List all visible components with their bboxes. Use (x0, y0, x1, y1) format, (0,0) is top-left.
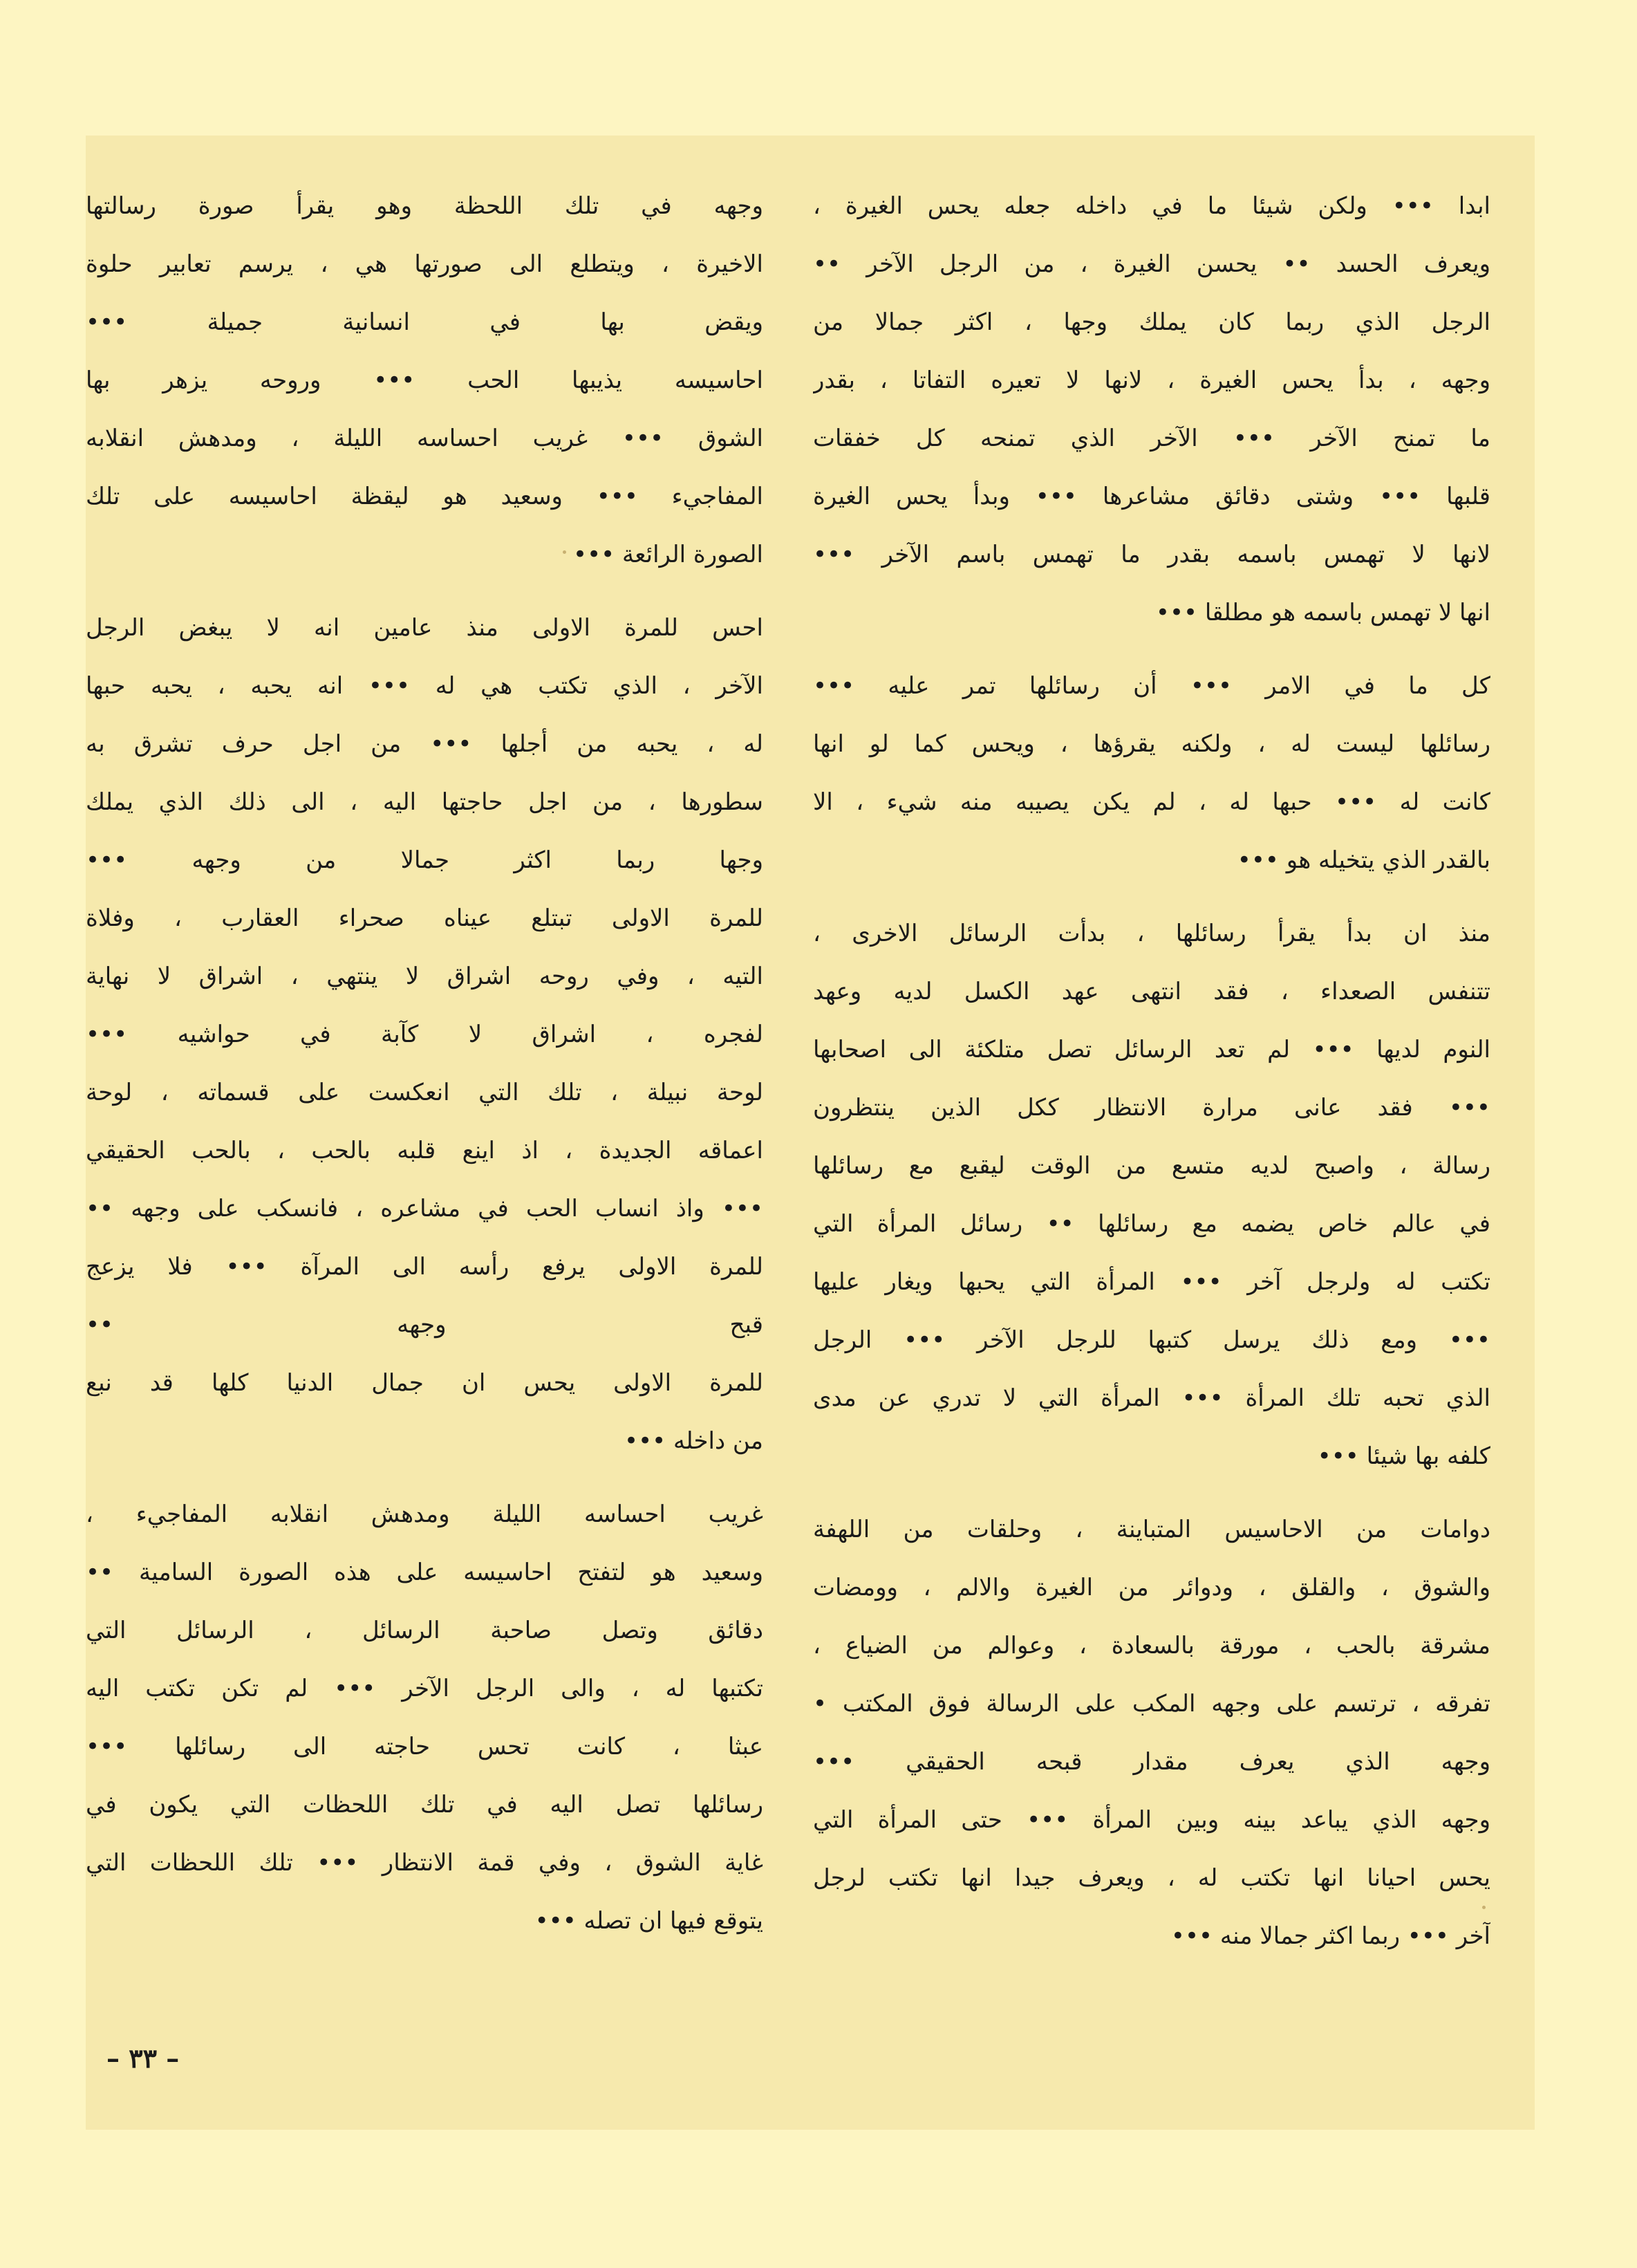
text-line: لوحة نبيلة ، تلك التي انعكست على قسماته ، لوحة (86, 1079, 763, 1106)
paragraph-gap (813, 889, 1490, 904)
text-line: للمرة الاولى يحس ان جمال الدنيا كلها قد نبع (86, 1369, 763, 1397)
text-line: ••• ومع ذلك يرسل كتبها للرجل الآخر ••• الرجل (813, 1326, 1490, 1354)
text-line: غاية الشوق ، وفي قمة الانتظار ••• تلك اللحظات التي (86, 1849, 763, 1877)
right-text-column (813, 177, 1490, 1965)
text-line: وجهه الذي يباعد بينه وبين المرأة ••• حتى المرأة التي (813, 1806, 1490, 1834)
text-line: الشوق ••• غريب احساسه الليلة ، ومدهش انقلابه (86, 425, 763, 452)
text-line: وجهه الذي يعرف مقدار قبحه الحقيقي ••• (813, 1748, 1490, 1776)
paper-speck (1482, 1906, 1486, 1909)
text-line: دقائق وتصل صاحبة الرسائل ، الرسائل التي (86, 1617, 763, 1644)
text-line: عبثا ، كانت تحس حاجته الى رسائلها ••• (86, 1733, 763, 1760)
text-line: تكتب له ولرجل آخر ••• المرأة التي يحبها ويغار عليها (813, 1268, 1490, 1296)
text-line: تفرقه ، ترتسم على وجهه المكب على الرسالة فوق المكتب • (813, 1690, 1490, 1718)
text-line: قبح وجهه •• (86, 1311, 763, 1339)
text-line: تكتبها له ، والى الرجل الآخر ••• لم تكن تكتب اليه (86, 1675, 763, 1702)
text-line: وجهه ، بدأ يحس الغيرة ، لانها لا تعيره التفاتا ، بقدر (813, 366, 1490, 394)
text-line: في عالم خاص يضمه مع رسائلها •• رسائل المرأة التي (813, 1210, 1490, 1238)
text-line: ما تمنح الآخر ••• الآخر الذي تمنحه كل خفقات (813, 425, 1490, 452)
text-line: منذ ان بدأ يقرأ رسائلها ، بدأت الرسائل الاخرى ، (813, 920, 1490, 947)
text-line: الاخيرة ، ويتطلع الى صورتها هي ، يرسم تعابير حلوة (86, 250, 763, 278)
text-line: للمرة الاولى يرفع رأسه الى المرآة ••• فلا يزعج (86, 1253, 763, 1281)
text-line: احاسيسه يذيبها الحب ••• وروحه يزهر بها (86, 366, 763, 394)
text-line: النوم لديها ••• لم تعد الرسائل تصل متلكئة الى اصحابها (813, 1036, 1490, 1063)
text-line: رسائلها تصل اليه في تلك اللحظات التي يكون في (86, 1791, 763, 1819)
text-line: غريب احساسه الليلة ومدهش انقلابه المفاجيء ، (86, 1500, 763, 1528)
text-line: من داخله ••• (624, 1427, 763, 1455)
text-line: اعماقه الجديدة ، اذ اينع قلبه بالحب ، بالحب الحقيقي (86, 1137, 763, 1164)
text-line: التيه ، وفي روحه اشراق لا ينتهي ، اشراق لا نهاية (86, 963, 763, 990)
text-line: ابدا ••• ولكن شيئا ما في داخله جعله يحس الغيرة ، (813, 192, 1490, 220)
paragraph-gap (86, 1470, 763, 1485)
text-line: ••• واذ انساب الحب في مشاعره ، فانسكب على وجهه •• (86, 1195, 763, 1223)
text-line: يتوقع فيها ان تصله ••• (534, 1907, 763, 1935)
text-line: احس للمرة الاولى منذ عامين انه لا يبغض الرجل (86, 614, 763, 642)
text-line: آخر ••• ربما اكثر جمالا منه ••• (1170, 1922, 1490, 1950)
text-line: انها لا تهمس باسمه هو مطلقا ••• (1155, 599, 1490, 626)
page-number: – ٣٣ – (106, 2043, 180, 2074)
left-text-column (86, 177, 763, 1950)
text-line: بالقدر الذي يتخيله هو ••• (1237, 846, 1490, 874)
text-line: ويعرف الحسد •• يحسن الغيرة ، من الرجل الآخر •• (813, 250, 1490, 278)
text-line: قلبها ••• وشتى دقائق مشاعرها ••• وبدأ يحس الغيرة (813, 483, 1490, 510)
text-line: لفجره ، اشراق لا كآبة في حواشيه ••• (86, 1021, 763, 1048)
text-line: الرجل الذي ربما كان يملك وجها ، اكثر جمالا من (813, 308, 1490, 336)
text-line: كانت له ••• حبها له ، لم يكن يصيبه منه شيء ، الا (813, 788, 1490, 816)
text-line: الصورة الرائعة ••• (573, 541, 763, 568)
text-line: لانها لا تهمس باسمه بقدر ما تهمس باسم الآخر ••• (813, 541, 1490, 568)
text-line: ويقض بها في انسانية جميلة ••• (86, 308, 763, 336)
text-line: الذي تحبه تلك المرأة ••• المرأة التي لا تدري عن مدى (813, 1384, 1490, 1412)
text-line: للمرة الاولى تبتلع عيناه صحراء العقارب ، وفلاة (86, 904, 763, 932)
text-line: ••• فقد عانى مرارة الانتظار ككل الذين ينتظرون (813, 1094, 1490, 1122)
paragraph-gap (813, 642, 1490, 657)
text-line: وجها ربما اكثر جمالا من وجهه ••• (86, 846, 763, 874)
text-line: مشرقة بالحب ، مورقة بالسعادة ، وعوالم من الضياع ، (813, 1632, 1490, 1660)
paragraph-gap (86, 584, 763, 599)
magazine-page (86, 136, 1535, 2130)
text-line: سطورها ، من اجل حاجتها اليه ، الى ذلك الذي يملك (86, 788, 763, 816)
text-line: الآخر ، الذي تكتب هي له ••• انه يحبه ، يحبه حبها (86, 672, 763, 700)
text-line: يحس احيانا انها تكتب له ، ويعرف جيدا انها تكتب لرجل (813, 1864, 1490, 1892)
text-line: رسالة ، واصبح لديه متسع من الوقت ليقبع مع رسائلها (813, 1152, 1490, 1180)
text-line: وجهه في تلك اللحظة وهو يقرأ صورة رسالتها (86, 192, 763, 220)
text-line: المفاجيء ••• وسعيد هو ليقظة احاسيسه على تلك (86, 483, 763, 510)
text-line: كلفه بها شيئا ••• (1317, 1442, 1490, 1470)
text-line: رسائلها ليست له ، ولكنه يقرؤها ، ويحس كما لو انها (813, 730, 1490, 758)
text-line: له ، يحبه من أجلها ••• من اجل حرف تشرق به (86, 730, 763, 758)
paragraph-gap (813, 1485, 1490, 1500)
text-line: وسعيد هو لتفتح احاسيسه على هذه الصورة السامية •• (86, 1559, 763, 1586)
paper-speck (563, 550, 566, 554)
text-line: تتنفس الصعداء ، فقد انتهى عهد الكسل لديه وعهد (813, 978, 1490, 1005)
text-line: دوامات من الاحاسيس المتباينة ، وحلقات من اللهفة (813, 1516, 1490, 1543)
text-line: كل ما في الامر ••• أن رسائلها تمر عليه ••• (813, 672, 1490, 700)
text-line: والشوق ، والقلق ، ودوائر من الغيرة والالم ، وومضات (813, 1574, 1490, 1601)
